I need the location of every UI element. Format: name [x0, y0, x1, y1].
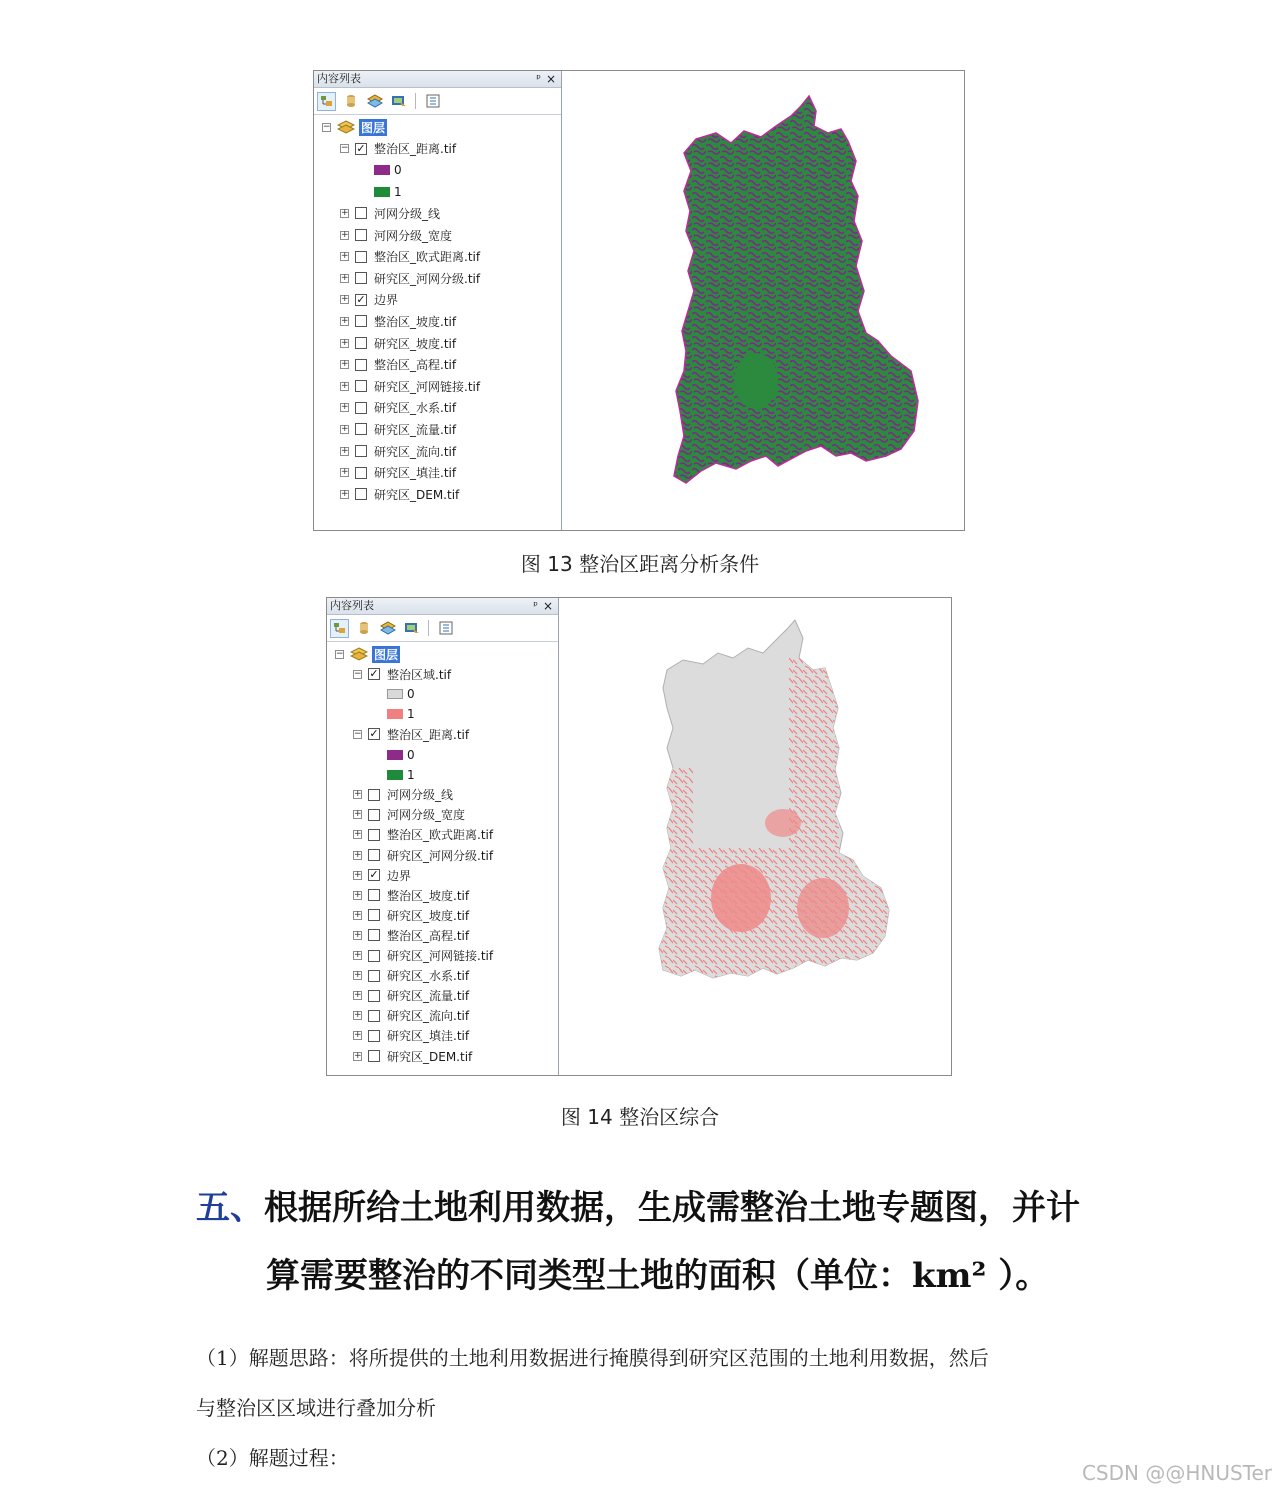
legend-label: 0 [407, 747, 415, 762]
layer-visibility-checkbox[interactable] [355, 402, 367, 414]
expand-toggle[interactable]: + [354, 1050, 362, 1061]
layer-row[interactable] [353, 785, 453, 805]
expand-toggle[interactable]: + [354, 1010, 362, 1021]
expand-toggle[interactable]: + [341, 359, 349, 370]
collapse-toggle[interactable]: − [354, 668, 362, 679]
expand-toggle[interactable]: + [341, 402, 349, 413]
expand-toggle[interactable]: + [341, 423, 349, 434]
layer-visibility-checkbox[interactable] [368, 1010, 380, 1022]
layer-row[interactable] [353, 966, 469, 986]
legend-label: 1 [407, 767, 415, 782]
expand-toggle[interactable]: + [354, 869, 362, 880]
options-icon[interactable] [436, 619, 455, 638]
layer-row[interactable] [340, 463, 456, 483]
list-by-selection-icon[interactable] [389, 92, 408, 111]
expand-toggle[interactable]: + [341, 229, 349, 240]
map-canvas [566, 71, 964, 530]
section-title-line2: 算需要整治的不同类型土地的面积（单位：km² ）。 [266, 1256, 1050, 1296]
layer-row[interactable] [353, 805, 465, 825]
close-icon[interactable]: × [542, 599, 553, 613]
pin-icon[interactable]: ᵖ [536, 72, 541, 85]
layer-row[interactable] [340, 376, 480, 396]
legend-label: 1 [407, 707, 415, 722]
layer-row[interactable] [353, 946, 493, 966]
expand-toggle[interactable]: + [354, 970, 362, 981]
layer-name[interactable]: 研究区_坡度.tif [374, 336, 457, 351]
layer-row[interactable] [353, 1046, 472, 1066]
layer-row[interactable] [353, 664, 451, 684]
legend-row [387, 704, 415, 724]
layer-name[interactable]: 研究区_填洼.tif [387, 1029, 470, 1044]
layer-visibility-checkbox[interactable] [355, 445, 367, 457]
layer-row[interactable] [353, 885, 469, 905]
paragraph-2: （2）解题过程： [196, 1446, 349, 1470]
expand-toggle[interactable]: + [354, 829, 362, 840]
distance-raster [674, 96, 918, 483]
layer-name[interactable]: 研究区_河网分级.tif [387, 848, 494, 863]
legend-swatch [374, 165, 390, 175]
layers-group-icon [337, 120, 355, 134]
list-by-visibility-icon[interactable] [378, 619, 397, 638]
layer-name[interactable]: 研究区_DEM.tif [387, 1049, 473, 1064]
layer-group-label[interactable]: 图层 [361, 120, 386, 135]
section-number: 五、 [196, 1188, 264, 1228]
layer-name[interactable]: 研究区_流向.tif [387, 1009, 470, 1024]
list-by-drawing-order-icon[interactable] [330, 619, 349, 638]
layer-name[interactable]: 整治区_距离.tif [374, 142, 457, 157]
legend-swatch [374, 187, 390, 197]
layer-visibility-checkbox[interactable]: ✓ [356, 141, 366, 155]
legend-label: 0 [394, 163, 402, 178]
layer-row[interactable] [340, 333, 456, 353]
layer-visibility-checkbox[interactable] [368, 1050, 380, 1062]
layer-group-label[interactable]: 图层 [374, 647, 399, 662]
layer-visibility-checkbox[interactable] [355, 207, 367, 219]
layer-visibility-checkbox[interactable]: ✓ [369, 667, 379, 681]
expand-toggle[interactable]: + [354, 950, 362, 960]
layer-row[interactable] [340, 484, 459, 504]
layer-row[interactable] [340, 203, 440, 223]
expand-toggle[interactable]: + [341, 207, 349, 218]
layer-visibility-checkbox[interactable] [355, 488, 367, 500]
layer-name[interactable]: 研究区_DEM.tif [374, 487, 460, 502]
layer-row[interactable] [340, 139, 456, 159]
layer-name[interactable]: 研究区_河网链接.tif [374, 379, 481, 394]
figure-13 [313, 70, 965, 531]
toolbar-separator [428, 620, 429, 636]
layer-visibility-checkbox[interactable] [355, 337, 367, 349]
layer-visibility-checkbox[interactable] [368, 1030, 380, 1042]
options-icon[interactable] [423, 92, 442, 111]
layer-name[interactable]: 研究区_河网链接.tif [387, 949, 494, 963]
table-of-contents-panel [314, 71, 562, 530]
toolbar-separator [415, 93, 416, 109]
layer-visibility-checkbox[interactable] [355, 251, 367, 263]
section-title-line1: 根据所给土地利用数据，生成需整治土地专题图，并计 [264, 1188, 1080, 1228]
layer-visibility-checkbox[interactable] [355, 229, 367, 241]
layer-row[interactable] [353, 1026, 469, 1046]
layer-name[interactable]: 整治区_欧式距离.tif [387, 828, 494, 843]
legend-row [387, 684, 415, 704]
watermark: CSDN @@HNUSTer [1081, 1461, 1272, 1485]
layer-visibility-checkbox[interactable] [368, 929, 380, 941]
list-by-drawing-order-icon[interactable] [317, 92, 336, 111]
layer-visibility-checkbox[interactable] [368, 990, 380, 1002]
layer-name[interactable]: 整治区_欧式距离.tif [374, 250, 481, 265]
layer-visibility-checkbox[interactable] [355, 359, 367, 371]
layer-visibility-checkbox[interactable] [355, 467, 367, 479]
layer-visibility-checkbox[interactable] [355, 380, 367, 392]
layer-row[interactable] [340, 441, 456, 461]
layer-visibility-checkbox[interactable] [368, 829, 380, 841]
expand-toggle[interactable]: + [341, 315, 349, 326]
layer-row[interactable] [353, 1006, 469, 1026]
layer-visibility-checkbox[interactable] [368, 970, 380, 982]
layer-visibility-checkbox[interactable]: ✓ [356, 292, 366, 306]
layer-row[interactable] [340, 419, 456, 439]
toc-title-bar [314, 71, 561, 88]
collapse-toggle[interactable]: − [354, 728, 362, 739]
section-heading-line2 [266, 1248, 1049, 1297]
list-by-source-icon[interactable] [341, 92, 360, 111]
expand-toggle[interactable]: + [341, 488, 349, 499]
layer-row[interactable] [353, 845, 493, 865]
layer-row[interactable] [353, 825, 493, 845]
expand-toggle[interactable]: + [354, 1030, 362, 1041]
layer-row[interactable] [340, 355, 456, 375]
layer-name[interactable]: 边界 [374, 293, 399, 308]
layer-visibility-checkbox[interactable] [368, 789, 380, 801]
layer-row[interactable] [340, 268, 480, 288]
toc-title: 内容列表 [317, 72, 361, 85]
expand-toggle[interactable]: + [354, 889, 362, 900]
layer-row[interactable] [340, 225, 452, 245]
layer-visibility-checkbox[interactable] [368, 849, 380, 861]
legend-row [374, 182, 402, 202]
figure-14-caption: 图 14 整治区综合 [560, 1105, 720, 1129]
layer-visibility-checkbox[interactable]: ✓ [369, 868, 379, 882]
figure-13-caption: 图 13 整治区距离分析条件 [520, 552, 760, 576]
toc-title: 内容列表 [330, 599, 374, 612]
layer-visibility-checkbox[interactable] [368, 909, 380, 921]
legend-row [387, 745, 415, 765]
layer-visibility-checkbox[interactable] [368, 809, 380, 821]
legend-swatch [387, 770, 403, 780]
paragraph-1-line2: 与整治区区域进行叠加分析 [196, 1396, 436, 1420]
legend-label: 0 [407, 687, 415, 702]
layer-name[interactable]: 整治区_坡度.tif [387, 888, 470, 903]
layer-name[interactable]: 河网分级_线 [387, 788, 454, 803]
layer-name[interactable]: 研究区_坡度.tif [387, 908, 470, 923]
layer-visibility-checkbox[interactable] [368, 889, 380, 901]
river-zone [734, 353, 778, 409]
list-by-selection-icon[interactable] [402, 619, 421, 638]
legend-swatch [387, 709, 403, 719]
collapse-toggle[interactable]: − [323, 121, 331, 132]
list-by-visibility-icon[interactable] [365, 92, 384, 111]
layer-name[interactable]: 整治区域.tif [387, 667, 452, 682]
layer-name[interactable]: 研究区_水系.tif [387, 969, 470, 984]
layer-name[interactable]: 整治区_坡度.tif [374, 314, 457, 329]
expand-toggle[interactable]: + [341, 380, 349, 391]
section-heading [196, 1180, 1080, 1229]
layer-visibility-checkbox[interactable] [355, 315, 367, 327]
layer-name[interactable]: 研究区_流量.tif [374, 422, 457, 437]
expand-toggle[interactable]: + [341, 445, 349, 456]
layer-name[interactable]: 研究区_河网分级.tif [374, 271, 481, 286]
table-of-contents-panel [327, 598, 559, 1075]
layer-name[interactable]: 整治区_高程.tif [374, 358, 457, 373]
toc-toolbar [327, 615, 558, 642]
legend-swatch [387, 750, 403, 760]
map-view[interactable] [566, 71, 964, 530]
layer-name[interactable]: 研究区_流量.tif [387, 989, 470, 1004]
list-by-source-icon[interactable] [354, 619, 373, 638]
layer-group-row[interactable] [322, 117, 387, 137]
layer-name[interactable]: 边界 [387, 868, 412, 883]
paragraph-1-line1: （1）解题思路：将所提供的土地利用数据进行掩膜得到研究区范围的土地利用数据，然后 [196, 1346, 989, 1370]
expand-toggle[interactable]: + [341, 294, 349, 305]
layer-row[interactable] [353, 925, 469, 945]
layer-visibility-checkbox[interactable] [355, 423, 367, 435]
expand-toggle[interactable]: + [341, 272, 349, 283]
collapse-toggle[interactable]: − [336, 648, 344, 659]
layer-name[interactable]: 研究区_填洼.tif [374, 466, 457, 481]
expand-toggle[interactable]: + [354, 849, 362, 860]
expand-toggle[interactable]: + [341, 337, 349, 348]
layer-row[interactable] [353, 986, 469, 1006]
layer-name[interactable]: 整治区_高程.tif [387, 928, 470, 943]
layer-row[interactable] [340, 398, 456, 418]
legend-row [387, 765, 415, 785]
layer-name[interactable]: 河网分级_宽度 [387, 808, 466, 823]
legend-row [374, 160, 402, 180]
legend-label: 1 [394, 184, 402, 199]
expand-toggle[interactable]: + [354, 909, 362, 920]
layer-name[interactable]: 研究区_水系.tif [374, 401, 457, 416]
toc-title-bar [327, 598, 558, 615]
expand-toggle[interactable]: + [341, 467, 349, 478]
figure-14 [326, 597, 952, 1076]
expand-toggle[interactable]: + [354, 789, 362, 800]
expand-toggle[interactable]: + [354, 990, 362, 1001]
layer-row[interactable] [340, 311, 456, 331]
layer-row[interactable] [353, 865, 411, 885]
expand-toggle[interactable]: + [341, 251, 349, 262]
toc-toolbar [314, 88, 561, 115]
layer-row[interactable] [353, 724, 469, 744]
legend-swatch [387, 689, 403, 699]
collapse-toggle[interactable]: − [341, 143, 349, 154]
layer-row[interactable] [353, 905, 469, 925]
layer-name[interactable]: 河网分级_线 [374, 206, 441, 221]
pin-icon[interactable]: ᵖ [533, 599, 538, 612]
layer-visibility-checkbox[interactable] [355, 272, 367, 284]
expand-toggle[interactable]: + [354, 809, 362, 820]
layer-group-row[interactable] [335, 644, 400, 664]
layers-group-icon [350, 647, 368, 661]
layer-visibility-checkbox[interactable]: ✓ [369, 727, 379, 741]
layer-visibility-checkbox[interactable] [368, 950, 380, 962]
map-canvas [563, 598, 951, 1075]
expand-toggle[interactable]: + [354, 929, 362, 940]
close-icon[interactable]: × [545, 72, 556, 86]
layer-name[interactable]: 河网分级_宽度 [374, 228, 453, 243]
map-view[interactable] [563, 598, 951, 1075]
layer-name[interactable]: 整治区_距离.tif [387, 727, 470, 742]
layer-name[interactable]: 研究区_流向.tif [374, 444, 457, 459]
layer-row[interactable] [340, 290, 398, 310]
layer-row[interactable] [340, 247, 480, 267]
